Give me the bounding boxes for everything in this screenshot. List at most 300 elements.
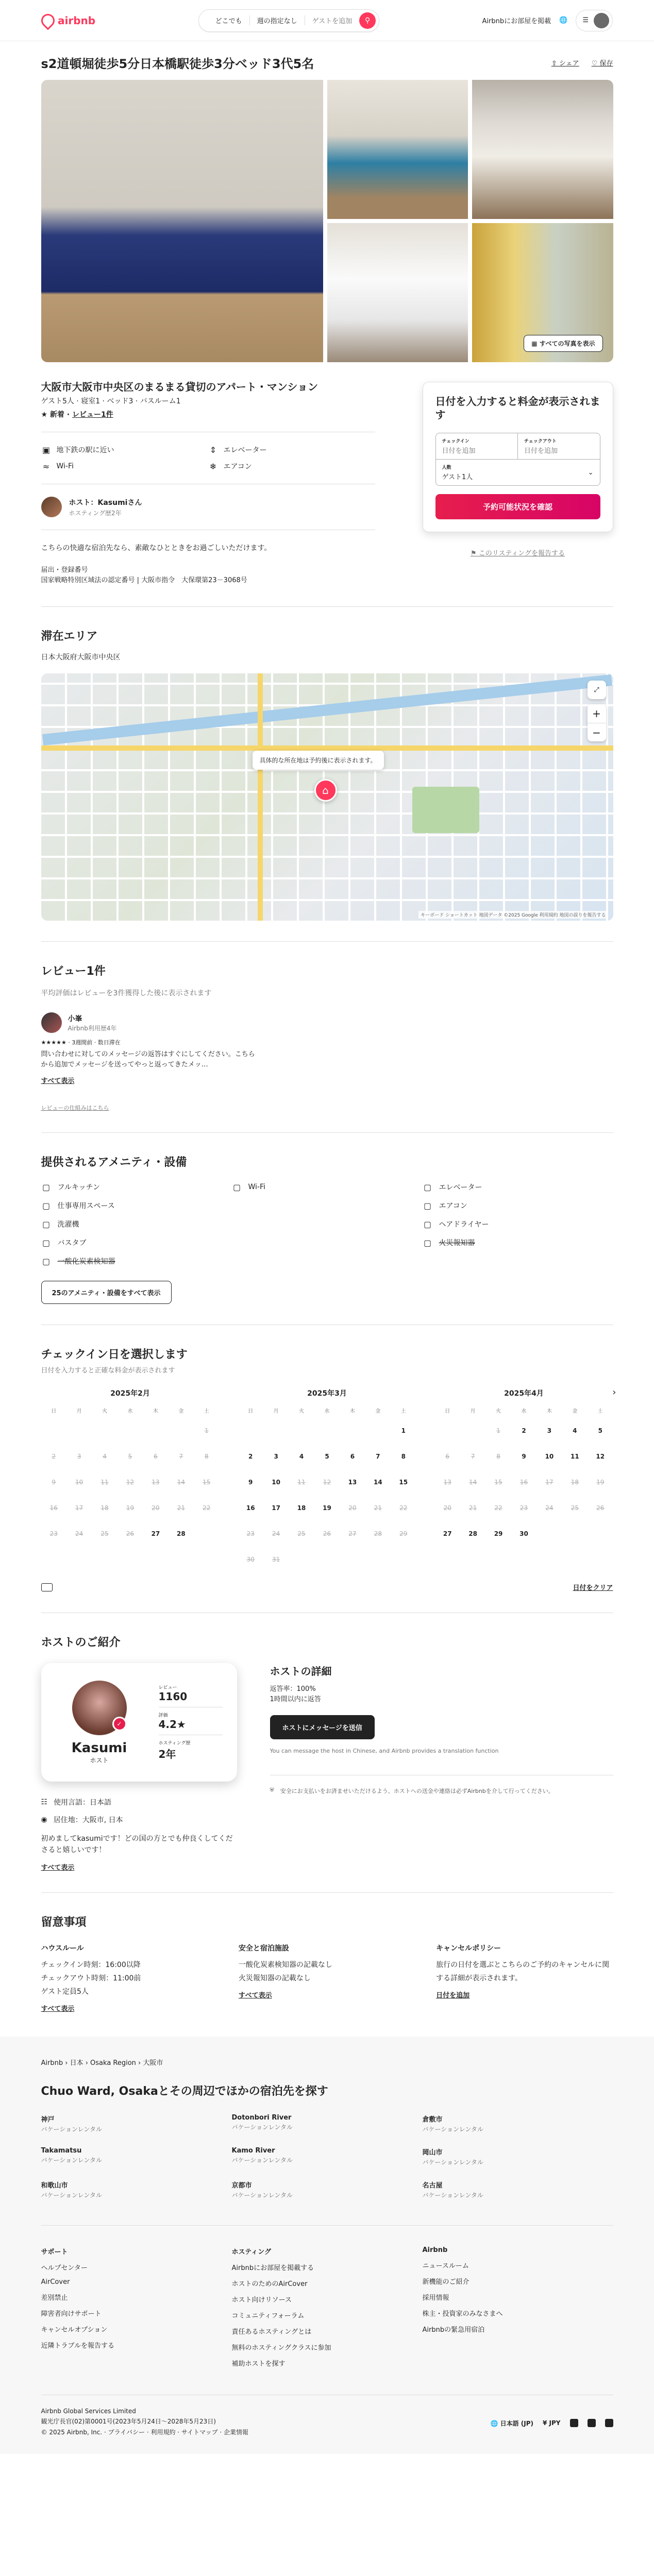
ac-icon: ▢ bbox=[423, 1200, 432, 1211]
calendar-day[interactable]: 12 bbox=[596, 1453, 605, 1460]
listing-specs: ゲスト5人 · 寝室1 · ベッド3 · バスルーム1 bbox=[41, 397, 181, 405]
calendar-day: 24 bbox=[272, 1530, 280, 1537]
calendar-day: 5 bbox=[128, 1453, 132, 1460]
map-tooltip: 具体的な所在地は予約後に表示されます。 bbox=[253, 751, 384, 770]
reviewer-name: 小峯 bbox=[68, 1014, 82, 1023]
safety-note: 安全にお支払いをお済ませいただけるよう、ホストへの送金や連絡は必ずAirbnbを介して行ってください。 bbox=[280, 1788, 554, 1794]
chevron-right-icon: › bbox=[83, 2059, 91, 2067]
calendar-day: 26 bbox=[323, 1530, 331, 1537]
nearby-item[interactable]: Kamo River バケーションレンタル bbox=[231, 2147, 293, 2164]
calendar-day: 7 bbox=[471, 1453, 475, 1460]
weekday-label: 木 bbox=[153, 1409, 158, 1414]
amenity-item: ▢ バスタブ bbox=[41, 1238, 232, 1248]
weekday-label: 水 bbox=[521, 1409, 527, 1414]
currency-selector[interactable]: ¥ JPY bbox=[543, 2419, 561, 2427]
calendar-day: 7 bbox=[179, 1453, 183, 1460]
calendar-day[interactable]: 5 bbox=[325, 1453, 329, 1460]
weekday-label: 日 bbox=[248, 1409, 254, 1414]
calendar-day[interactable]: 5 bbox=[598, 1427, 602, 1434]
verified-badge-icon: ✓ bbox=[112, 1717, 127, 1731]
review-item bbox=[41, 1012, 258, 1085]
calendar-section bbox=[41, 1325, 616, 1613]
footer-link[interactable]: 障害者向けサポート bbox=[41, 2310, 102, 2318]
calendar-day[interactable]: 1 bbox=[401, 1427, 406, 1434]
nearby-item[interactable]: 岡山市 バケーションレンタル bbox=[422, 2149, 483, 2166]
snowflake-icon: ❄ bbox=[209, 461, 217, 471]
calendar-day: 29 bbox=[399, 1530, 408, 1537]
calendar-day: 20 bbox=[443, 1504, 451, 1512]
calendar-day: 24 bbox=[75, 1530, 83, 1537]
know-column: 安全と宿泊施設 一酸化炭素検知器の記載なし 火災報知器の記載なし すべて表示 bbox=[239, 1942, 415, 2016]
footer-legal-line: © 2025 Airbnb, Inc. · プライバシー · 利用規約 · サイトマップ · 企業情報 bbox=[41, 2429, 249, 2436]
user-avatar bbox=[594, 13, 609, 28]
airbnb-logo[interactable]: airbnb bbox=[41, 14, 95, 27]
calendar-day: 20 bbox=[152, 1504, 160, 1512]
weekday-label: 火 bbox=[496, 1409, 501, 1414]
airbnb-logo-icon bbox=[39, 11, 58, 30]
calendar-heading: チェックイン日を選択します bbox=[41, 1348, 188, 1361]
nearby-item[interactable]: 和歌山市 バケーションレンタル bbox=[41, 2182, 102, 2199]
footer-link[interactable]: 新機能のご紹介 bbox=[422, 2278, 469, 2286]
calendar-day: 14 bbox=[468, 1479, 477, 1486]
nearby-item[interactable]: 名古屋 バケーションレンタル bbox=[422, 2182, 483, 2199]
calendar-day: 17 bbox=[545, 1479, 554, 1486]
footer-column: Airbnb ニュースルーム 新機能のご紹介 採用情報 株主・投資家のみなさまへ Airbnbの緊急用宿泊 bbox=[423, 2246, 613, 2374]
calendar-day: 25 bbox=[297, 1530, 306, 1537]
amenities-section bbox=[41, 1132, 613, 1325]
calendar-day: 25 bbox=[100, 1530, 109, 1537]
footer-link[interactable]: 株主・投資家のみなさまへ bbox=[422, 2310, 503, 2318]
hairdryer-icon: ▢ bbox=[423, 1219, 432, 1229]
washer-icon: ▢ bbox=[42, 1219, 51, 1229]
calendar-day: 21 bbox=[468, 1504, 477, 1512]
message-fine-print: You can message the host in Chinese, and Airbnb provides a translation function bbox=[270, 1748, 499, 1754]
host-stats bbox=[159, 1680, 223, 1765]
message-host-button[interactable]: ホストにメッセージを送信 bbox=[270, 1715, 375, 1739]
save-button[interactable]: ♡ 保存 bbox=[591, 60, 613, 67]
photo-kitchen-shelf[interactable] bbox=[472, 80, 613, 219]
weekday-label: 月 bbox=[273, 1409, 279, 1414]
calendar-day: 19 bbox=[596, 1479, 605, 1486]
instagram-icon[interactable] bbox=[605, 2419, 613, 2427]
calendar-day: 21 bbox=[374, 1504, 382, 1512]
calendar-day: 23 bbox=[246, 1530, 255, 1537]
nearby-item[interactable]: 倉敷市 バケーションレンタル bbox=[422, 2116, 483, 2133]
guests-select[interactable]: 人数 ゲスト1人 ⌄ bbox=[442, 465, 594, 481]
amenity-item: ▢ Wi-Fi bbox=[232, 1182, 423, 1192]
amenity-item: ▢ 一酸化炭素検知器 bbox=[41, 1256, 232, 1266]
show-all-amenities-button[interactable]: 25のアメニティ・設備をすべて表示 bbox=[41, 1281, 172, 1304]
calendar-day[interactable]: 14 bbox=[374, 1479, 382, 1486]
star-icon: ★ bbox=[41, 411, 48, 419]
footer-link[interactable]: 責任あるホスティングとは bbox=[231, 2328, 312, 2336]
weekday-label: 土 bbox=[204, 1409, 209, 1414]
calendar-day: 26 bbox=[126, 1530, 135, 1537]
calendar-day: 16 bbox=[49, 1504, 58, 1512]
weekday-label: 月 bbox=[470, 1409, 476, 1414]
host-profile-card[interactable] bbox=[41, 1663, 237, 1782]
listing-title: s2道頓堀徒歩5分日本橋駅徒歩3分ベッド3代5名 bbox=[41, 57, 314, 71]
calendar-day[interactable]: 27 bbox=[443, 1530, 452, 1537]
listing-subtitle: 大阪市大阪市中央区のまるまる貸切のアパート・マンション bbox=[41, 381, 318, 393]
calendar-month bbox=[238, 1388, 416, 1569]
calendar-day: 2 bbox=[52, 1453, 56, 1460]
weekday-label: 金 bbox=[178, 1409, 184, 1414]
host-profile-name: Kasumi bbox=[71, 1740, 127, 1756]
search-button[interactable] bbox=[359, 12, 376, 29]
weekday-label: 水 bbox=[324, 1409, 330, 1414]
weekday-label: 火 bbox=[299, 1409, 305, 1414]
share-button[interactable]: ⇧ シェア bbox=[551, 60, 579, 67]
weekday-label: 月 bbox=[76, 1409, 82, 1414]
kitchen-icon: ▢ bbox=[42, 1182, 51, 1192]
calendar-day: 10 bbox=[75, 1479, 83, 1486]
amenity-item bbox=[232, 1200, 423, 1211]
calendar-day: 4 bbox=[103, 1453, 107, 1460]
chevron-down-icon: ⌄ bbox=[588, 468, 594, 477]
calendar-month bbox=[41, 1388, 220, 1569]
chevron-right-icon: › bbox=[63, 2059, 70, 2067]
host-avatar[interactable] bbox=[41, 497, 62, 517]
calendar-day: 23 bbox=[519, 1504, 528, 1512]
host-your-home-link[interactable]: Airbnbにお部屋を掲載 bbox=[482, 18, 551, 25]
calendar-day[interactable]: 29 bbox=[494, 1530, 503, 1537]
calendar-day[interactable]: 28 bbox=[468, 1530, 477, 1537]
know-column: ハウスルール チェックイン時刻：16:00以降 チェックアウト時刻：11:00前 ゲスト定員5人 すべて表示 bbox=[41, 1942, 218, 2016]
host-profile-avatar bbox=[72, 1681, 127, 1735]
footer-link[interactable]: ヘルプセンター bbox=[41, 2264, 88, 2272]
reviewer-avatar[interactable] bbox=[41, 1012, 62, 1033]
calendar-day: 22 bbox=[399, 1504, 408, 1512]
calendar-day: 12 bbox=[323, 1479, 331, 1486]
keyboard-icon[interactable] bbox=[41, 1583, 53, 1591]
month-title: 2025年3月 bbox=[307, 1389, 347, 1398]
breadcrumb-item[interactable]: Airbnb bbox=[41, 2059, 63, 2067]
footer-link[interactable]: Airbnbにお部屋を掲載する bbox=[231, 2264, 314, 2272]
zoom-in-button[interactable]: + bbox=[592, 707, 601, 720]
footer bbox=[0, 2037, 654, 2454]
calendar-day[interactable]: 11 bbox=[571, 1453, 579, 1460]
elevator-icon: ⇕ bbox=[209, 445, 217, 455]
breadcrumb-item[interactable]: Osaka Region bbox=[90, 2059, 136, 2067]
check-availability-button[interactable]: 予約可能状況を確認 bbox=[435, 494, 600, 519]
footer-link[interactable]: コミュニティフォーラム bbox=[231, 2312, 305, 2320]
host-section bbox=[41, 1613, 613, 1892]
amenity-item bbox=[232, 1238, 423, 1248]
share-icon: ⇧ bbox=[551, 60, 557, 67]
calendar-day[interactable]: 16 bbox=[246, 1504, 255, 1512]
calendar-day: 31 bbox=[272, 1556, 280, 1563]
calendar-day: 26 bbox=[596, 1504, 605, 1512]
calendar-day: 18 bbox=[571, 1479, 579, 1486]
shield-icon: ⛨ bbox=[270, 1787, 274, 1793]
booking-card bbox=[423, 382, 613, 532]
host-bio-more[interactable]: すべて表示 bbox=[41, 1864, 75, 1872]
flag-icon: ⚑ bbox=[471, 550, 477, 557]
calendar-day[interactable]: 7 bbox=[376, 1453, 380, 1460]
user-menu-button[interactable] bbox=[576, 10, 613, 31]
search-guests[interactable]: ゲストを追加 bbox=[312, 18, 353, 25]
nearby-item[interactable]: 神戸 バケーションレンタル bbox=[41, 2116, 102, 2133]
breadcrumb bbox=[41, 2037, 613, 2082]
booking-heading: 日付を入力すると料金が表示されます bbox=[435, 395, 600, 421]
footer-link[interactable]: 近隣トラブルを報告する bbox=[41, 2342, 114, 2350]
response-rate: 返答率：100% bbox=[270, 1685, 316, 1693]
calendar-day[interactable]: 30 bbox=[519, 1530, 528, 1537]
calendar-day: 28 bbox=[374, 1530, 382, 1537]
host-stat: ホスティング歴 2年 bbox=[158, 1741, 191, 1760]
host-stat: 評価 4.2★ bbox=[159, 1707, 223, 1735]
host-bio: 初めましてkasumiです！どの国の方とでも仲良くしてくださると嬉しいです！ bbox=[41, 1835, 233, 1854]
location-section bbox=[41, 606, 613, 941]
heart-icon: ♡ bbox=[591, 60, 598, 67]
month-title: 2025年2月 bbox=[110, 1389, 150, 1398]
how-reviews-work-link[interactable]: レビューの仕組みはこちら bbox=[41, 1105, 109, 1111]
language-icon: ☷ bbox=[41, 1798, 48, 1806]
language-selector[interactable]: 🌐 日本語 (JP) bbox=[490, 2419, 534, 2427]
calendar-day[interactable]: 4 bbox=[573, 1427, 577, 1434]
zoom-out-button[interactable]: − bbox=[588, 723, 606, 741]
review-show-more[interactable]: すべて表示 bbox=[41, 1077, 75, 1085]
fullscreen-icon[interactable]: ⤢ bbox=[588, 681, 606, 699]
calendar-day: 20 bbox=[348, 1504, 357, 1512]
calendar-day: 6 bbox=[154, 1453, 158, 1460]
globe-icon[interactable]: 🌐 bbox=[559, 16, 568, 24]
know-more-link[interactable]: すべて表示 bbox=[238, 1992, 272, 1999]
calendar-day: 25 bbox=[571, 1504, 579, 1512]
x-icon[interactable] bbox=[588, 2419, 596, 2427]
amenity-item: ▢ 洗濯機 bbox=[41, 1219, 232, 1229]
calendar-day: 23 bbox=[49, 1530, 58, 1537]
calendar-day[interactable]: 10 bbox=[545, 1453, 554, 1460]
calendar-day[interactable]: 13 bbox=[348, 1479, 357, 1486]
footer-link[interactable]: Airbnbの緊急用宿泊 bbox=[422, 2326, 485, 2334]
response-time: 1時間以内に返答 bbox=[270, 1696, 321, 1703]
co-alarm-icon: ▢ bbox=[42, 1256, 51, 1266]
facebook-icon[interactable] bbox=[570, 2419, 578, 2427]
calendar-day[interactable]: 18 bbox=[297, 1504, 306, 1512]
footer-link[interactable]: キャンセルオプション bbox=[41, 2326, 108, 2334]
calendar-months bbox=[41, 1387, 616, 1569]
amenity-item: ▢ フルキッチン bbox=[41, 1182, 232, 1192]
grid-icon: ▦ bbox=[531, 340, 538, 347]
checkout-field[interactable]: チェックアウト 日付を追加 bbox=[517, 433, 600, 459]
host-profile-role: ホスト bbox=[90, 1756, 109, 1764]
map-credit[interactable]: キーボード ショートカット 地図データ ©2025 Google 利用規約 地図の誤りを報告する bbox=[418, 911, 608, 919]
host-summary bbox=[41, 497, 375, 517]
weekday-label: 木 bbox=[349, 1409, 355, 1414]
nearby-item[interactable]: 京都市 バケーションレンタル bbox=[231, 2182, 293, 2199]
search-where[interactable]: どこでも bbox=[208, 15, 250, 25]
amenity-item bbox=[232, 1219, 423, 1229]
calendar-day[interactable]: 28 bbox=[177, 1530, 186, 1537]
reviewer-sub: Airbnb利用歴4年 bbox=[68, 1024, 117, 1032]
know-column: キャンセルポリシー 旅行の日付を選ぶとこちらのご予約のキャンセルに関する詳細が表示されます。 日付を追加 bbox=[436, 1942, 613, 2016]
footer-legal-line: Airbnb Global Services Limited bbox=[41, 2408, 136, 2415]
host-location: 居住地：大阪市, 日本 bbox=[53, 1816, 123, 1824]
footer-link[interactable]: 採用情報 bbox=[422, 2294, 449, 2302]
calendar-day[interactable]: 2 bbox=[522, 1427, 526, 1434]
rating-line: ★ 新着 · レビュー1件 bbox=[41, 411, 113, 419]
top-header bbox=[0, 0, 654, 41]
host-stat: レビュー 1160 bbox=[159, 1680, 223, 1707]
calendar-day[interactable]: 17 bbox=[272, 1504, 280, 1512]
calendar-day: 8 bbox=[496, 1453, 500, 1460]
breadcrumb-item[interactable]: 大阪市 bbox=[143, 2059, 163, 2067]
calendar-day: 19 bbox=[126, 1504, 135, 1512]
amenity-item: ▢ ヘアドライヤー bbox=[423, 1219, 613, 1229]
calendar-day: 13 bbox=[443, 1479, 451, 1486]
amenities-grid bbox=[41, 1182, 613, 1266]
month-title: 2025年4月 bbox=[504, 1389, 544, 1398]
amenity-item: ▢ 仕事専用スペース bbox=[41, 1200, 232, 1211]
bathtub-icon: ▢ bbox=[42, 1238, 51, 1248]
calendar-day: 27 bbox=[348, 1530, 357, 1537]
calendar-day: 30 bbox=[246, 1556, 255, 1563]
feature-list: ▣ 地下鉄の駅に近い ⇕ エレベーター ≈ Wi-Fi ❄ エアコン bbox=[41, 445, 375, 471]
location-area: 日本大阪府大阪市中央区 bbox=[41, 653, 121, 662]
clear-dates-button[interactable]: 日付をクリア bbox=[573, 1584, 613, 1592]
weekday-label: 日 bbox=[445, 1409, 450, 1414]
footer-legal-line: 観光庁長官(02)第0001号(2023年5月24日〜2028年5月23日) bbox=[41, 2418, 216, 2425]
search-when[interactable]: 週の指定なし bbox=[250, 15, 305, 25]
reviews-intro: 平均評価はレビューを3件獲得した後に表示されます bbox=[41, 989, 212, 997]
search-icon: ⚲ bbox=[364, 16, 371, 25]
globe-pin-icon: ◉ bbox=[41, 1816, 47, 1824]
calendar-day: 17 bbox=[75, 1504, 83, 1512]
elevator-icon: ▢ bbox=[423, 1182, 432, 1192]
calendar-day[interactable]: 9 bbox=[522, 1453, 526, 1460]
calendar-day[interactable]: 2 bbox=[248, 1453, 253, 1460]
calendar-day[interactable]: 9 bbox=[248, 1479, 253, 1486]
reviews-link[interactable]: レビュー1件 bbox=[72, 411, 113, 419]
weekday-label: 金 bbox=[572, 1409, 578, 1414]
calendar-day: 22 bbox=[203, 1504, 211, 1512]
weekday-label: 水 bbox=[127, 1409, 133, 1414]
footer-link[interactable]: ニュースルーム bbox=[422, 2262, 469, 2270]
host-since: ホスティング歴2年 bbox=[69, 509, 122, 517]
photo-gallery bbox=[41, 80, 613, 362]
host-details-heading: ホストの詳細 bbox=[270, 1665, 332, 1677]
calendar-day[interactable]: 3 bbox=[547, 1427, 552, 1434]
host-language: 使用言語：日本語 bbox=[54, 1799, 112, 1807]
nearby-heading: Chuo Ward, Osakaとその周辺でほかの宿泊先を探す bbox=[41, 2085, 328, 2098]
home-pin-icon: ⌂ bbox=[314, 779, 337, 802]
things-to-know-section bbox=[41, 1892, 613, 2037]
calendar-day: 15 bbox=[203, 1479, 211, 1486]
calendar-day: 1 bbox=[204, 1427, 209, 1434]
review-meta: ★★★★★ · 3週間前 · 数日滞在 bbox=[41, 1039, 121, 1046]
reviews-heading: レビュー1件 bbox=[41, 965, 106, 978]
weekday-label: 木 bbox=[546, 1409, 552, 1414]
calendar-day[interactable]: 10 bbox=[272, 1479, 280, 1486]
footer-column: サポート ヘルプセンター AirCover 差別禁止 障害者向けサポート キャンセルオプション 近隣トラブルを報告する bbox=[41, 2246, 232, 2374]
search-bar[interactable] bbox=[198, 9, 380, 32]
footer-link[interactable]: 無料のホスティングクラスに参加 bbox=[231, 2344, 331, 2352]
report-listing-link[interactable]: ⚑ このリスティングを報告する bbox=[471, 550, 565, 557]
calendar-day: 12 bbox=[126, 1479, 135, 1486]
workspace-icon: ▢ bbox=[42, 1200, 51, 1211]
breadcrumb-item[interactable]: 日本 bbox=[70, 2059, 83, 2067]
nearby-item[interactable]: Dotonbori River バケーションレンタル bbox=[231, 2114, 293, 2131]
calendar-day: 18 bbox=[100, 1504, 109, 1512]
wifi-icon: ≈ bbox=[42, 461, 50, 471]
know-more-link[interactable]: すべて表示 bbox=[41, 2005, 75, 2013]
calendar-day[interactable]: 8 bbox=[401, 1453, 406, 1460]
calendar-day[interactable]: 19 bbox=[323, 1504, 331, 1512]
footer-link[interactable]: ホストのためのAirCover bbox=[231, 2280, 308, 2288]
weekday-label: 金 bbox=[375, 1409, 381, 1414]
weekday-label: 土 bbox=[597, 1409, 603, 1414]
calendar-day[interactable]: 15 bbox=[399, 1479, 408, 1486]
calendar-day: 24 bbox=[545, 1504, 554, 1512]
chevron-right-icon[interactable]: › bbox=[612, 1387, 616, 1398]
calendar-day[interactable]: 4 bbox=[299, 1453, 304, 1460]
amenity-item: ▢ 火災報知器 bbox=[423, 1238, 613, 1248]
weekday-label: 日 bbox=[51, 1409, 57, 1414]
weekday-label: 土 bbox=[400, 1409, 406, 1414]
hamburger-icon: ☰ bbox=[582, 16, 589, 24]
amenity-item: ▢ エレベーター bbox=[423, 1182, 613, 1192]
calendar-day: 1 bbox=[496, 1427, 500, 1434]
calendar-day: 11 bbox=[297, 1479, 306, 1486]
calendar-day: 8 bbox=[204, 1453, 209, 1460]
nearby-item[interactable]: Takamatsu バケーションレンタル bbox=[41, 2147, 102, 2164]
calendar-day[interactable]: 3 bbox=[274, 1453, 278, 1460]
subway-icon: ▣ bbox=[42, 445, 51, 455]
listing-description: こちらの快適な宿泊先なら、素敵なひとときをお過ごしいただけます。 bbox=[41, 544, 272, 552]
footer-link[interactable]: AirCover bbox=[41, 2278, 70, 2286]
checkin-field[interactable]: チェックイン 日付を追加 bbox=[442, 439, 476, 455]
globe-icon: 🌐 bbox=[490, 2419, 498, 2427]
footer-column: ホスティング Airbnbにお部屋を掲載する ホストのためのAirCover ホスト向けリソース コミュニティフォーラム 責任あるホスティングとは 無料のホスティングクラスに参加 補助ホストを探す bbox=[232, 2246, 423, 2374]
location-heading: 滞在エリア bbox=[41, 630, 98, 643]
calendar-day[interactable]: 27 bbox=[151, 1530, 160, 1537]
footer-link[interactable]: 補助ホストを探す bbox=[231, 2360, 286, 2368]
photo-main-bedroom[interactable] bbox=[41, 80, 323, 362]
weekday-label: 火 bbox=[102, 1409, 108, 1414]
calendar-day: 3 bbox=[77, 1453, 81, 1460]
know-more-link[interactable]: 日付を追加 bbox=[436, 1992, 470, 1999]
amenity-item: ▢ エアコン bbox=[423, 1200, 613, 1211]
calendar-month bbox=[435, 1388, 613, 1569]
footer-link[interactable]: ホスト向けリソース bbox=[231, 2296, 292, 2304]
things-to-know-heading: 留意事項 bbox=[41, 1916, 87, 1929]
calendar-day: 16 bbox=[519, 1479, 528, 1486]
photo-appliances[interactable] bbox=[327, 223, 468, 362]
footer-link[interactable]: 差別禁止 bbox=[41, 2294, 68, 2302]
calendar-day: 22 bbox=[494, 1504, 502, 1512]
show-all-photos-button[interactable]: ▦ すべての写真を表示 bbox=[524, 335, 602, 352]
wifi-icon: ▢ bbox=[232, 1182, 241, 1192]
calendar-day[interactable]: 6 bbox=[350, 1453, 355, 1460]
review-text: 問い合わせに対してのメッセージの返答はすぐにしてください。こちらから追加でメッセージを送ってやっと返ってきたメッ… bbox=[41, 1050, 255, 1069]
calendar-day: 15 bbox=[494, 1479, 502, 1486]
chevron-right-icon: › bbox=[136, 2059, 143, 2067]
amenities-heading: 提供されるアメニティ・設備 bbox=[41, 1156, 187, 1169]
smoke-alarm-icon: ▢ bbox=[423, 1238, 432, 1248]
calendar-day: 6 bbox=[445, 1453, 450, 1460]
photo-living-room[interactable] bbox=[327, 80, 468, 219]
registration-info: 届出・登録番号 国家戦略特別区域法の認定番号 | 大阪市指令 大保環第23－3068号 bbox=[41, 566, 247, 584]
reviews-section bbox=[41, 941, 613, 1132]
calendar-day: 13 bbox=[152, 1479, 160, 1486]
calendar-day: 9 bbox=[52, 1479, 56, 1486]
map[interactable] bbox=[41, 673, 613, 921]
host-heading: ホストのご紹介 bbox=[41, 1636, 121, 1649]
calendar-sub: 日付を入力すると正確な料金が表示されます bbox=[41, 1367, 175, 1375]
calendar-day: 14 bbox=[177, 1479, 185, 1486]
